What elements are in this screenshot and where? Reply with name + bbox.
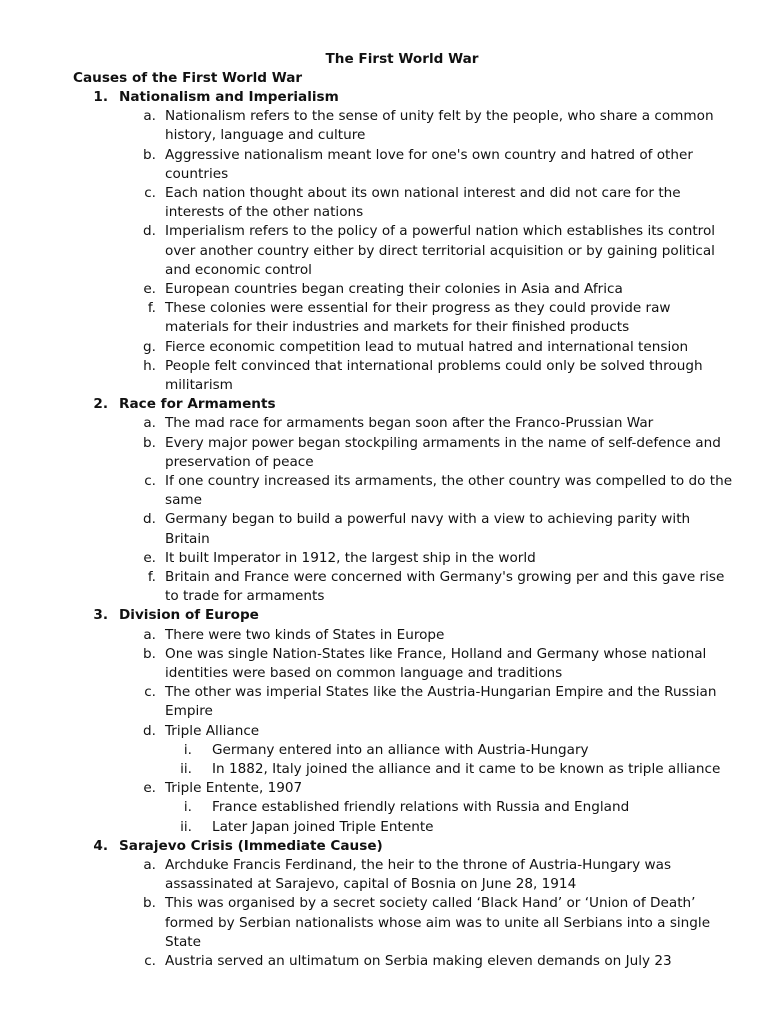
list-item — [0, 683, 768, 721]
sub-list-item-marker: ii. — [180, 818, 192, 835]
section-title: Race for Armaments — [119, 396, 276, 413]
list-item — [0, 222, 768, 280]
list-item — [0, 568, 768, 606]
section-number: 4. — [93, 837, 108, 854]
outline-section — [0, 837, 768, 971]
list-item-marker: a. — [143, 415, 156, 432]
list-item-text: Triple Entente, 1907 — [165, 780, 303, 797]
list-item — [0, 299, 768, 337]
list-item — [0, 107, 768, 145]
list-item-marker: d. — [143, 223, 156, 240]
section-number: 3. — [93, 607, 108, 624]
section-heading — [0, 606, 768, 625]
list-item-text: Archduke Francis Ferdinand, the heir to the throne of Austria-Hungary was assassinated at Sarajevo, capital of Bosnia on June 28, 1914 — [165, 857, 672, 893]
list-item — [0, 779, 768, 798]
list-item — [0, 280, 768, 299]
list-item-marker: g. — [143, 338, 156, 355]
document-title: The First World War — [325, 51, 479, 67]
sub-list-item-text: Germany entered into an alliance with Austria-Hungary — [212, 741, 589, 758]
list-item-marker: c. — [144, 953, 156, 970]
sub-list-item — [0, 760, 768, 779]
section-title: Division of Europe — [119, 607, 259, 624]
sub-list-item — [0, 818, 768, 837]
list-item-text: These colonies were essential for their progress as they could provide raw materials for their industries and markets for their finished products — [165, 300, 671, 336]
list-item-marker: b. — [143, 645, 156, 662]
list-item-text: This was organised by a secret society called ‘Black Hand’ or ‘Union of Death’ formed by Serbian nationalists whose aim was to unite all Serbians into a single State — [165, 895, 711, 950]
list-item-text: There were two kinds of States in Europe — [165, 626, 445, 643]
list-item-text: European countries began creating their colonies in Asia and Africa — [165, 281, 623, 298]
list-item — [0, 645, 768, 683]
list-item — [0, 510, 768, 548]
section-list — [0, 88, 768, 971]
list-item-text: Nationalism refers to the sense of unity felt by the people, who share a common history, language and culture — [165, 108, 714, 144]
list-item-marker: c. — [144, 185, 156, 201]
document-subtitle: Causes of the First World War — [73, 70, 303, 86]
list-item — [0, 626, 768, 645]
section-title: Sarajevo Crisis (Immediate Cause) — [119, 837, 383, 854]
list-item-text: Every major power began stockpiling armaments in the name of self-defence and preservation of peace — [165, 434, 721, 470]
list-item-marker: b. — [143, 146, 156, 163]
section-heading — [0, 395, 768, 414]
sub-list-item-text: In 1882, Italy joined the alliance and it came to be known as triple alliance — [212, 761, 721, 778]
list-item-marker: b. — [143, 895, 156, 912]
list-item — [0, 184, 768, 222]
list-item-marker: f. — [147, 300, 156, 317]
list-item-text: One was single Nation-States like France, Holland and Germany whose national identities were based on common language and traditions — [165, 645, 707, 682]
list-item — [0, 414, 768, 433]
list-item-text: Austria served an ultimatum on Serbia making eleven demands on July 23 — [165, 953, 672, 970]
sub-list-item — [0, 741, 768, 760]
list-item-marker: e. — [143, 281, 156, 298]
list-item-text: It built Imperator in 1912, the largest ship in the world — [165, 549, 536, 566]
sub-list-item-text: France established friendly relations with Russia and England — [212, 799, 630, 816]
section-number: 2. — [93, 396, 108, 413]
list-item-marker: d. — [143, 511, 156, 528]
list-item — [0, 952, 768, 971]
list-item-marker: f. — [147, 569, 156, 586]
list-item-marker: a. — [143, 626, 156, 643]
list-item — [0, 722, 768, 741]
list-item-marker: a. — [143, 108, 156, 125]
list-item — [0, 856, 768, 894]
list-item — [0, 146, 768, 184]
sub-list-item — [0, 798, 768, 817]
list-item-text: Fierce economic competition lead to mutual hatred and international tension — [165, 338, 689, 355]
list-item-marker: e. — [143, 780, 156, 797]
list-item-text: The other was imperial States like the Austria-Hungarian Empire and the Russian Empire — [165, 684, 717, 720]
list-item-text: People felt convinced that international problems could only be solved through militarism — [165, 357, 703, 394]
list-item-text: Aggressive nationalism meant love for one's own country and hatred of other countries — [165, 146, 693, 182]
list-item — [0, 338, 768, 357]
section-title: Nationalism and Imperialism — [119, 89, 339, 105]
sub-list-item-marker: i. — [183, 741, 192, 758]
section-heading — [0, 837, 768, 856]
list-item-text: Each nation thought about its own national interest and did not care for the interests of the other nations — [165, 185, 681, 221]
list-item-text: Britain and France were concerned with Germany's growing per and this gave rise to trade for armaments — [165, 569, 725, 605]
list-item-marker: b. — [143, 434, 156, 451]
list-item — [0, 472, 768, 510]
outline-section — [0, 395, 768, 606]
sub-list-item-text: Later Japan joined Triple Entente — [212, 818, 434, 835]
list-item-marker: c. — [144, 684, 156, 701]
section-heading — [0, 88, 768, 107]
outline-section — [0, 606, 768, 836]
section-number: 1. — [93, 89, 108, 105]
outline-section — [0, 88, 768, 395]
list-item-marker: d. — [143, 722, 156, 739]
list-item-text: Germany began to build a powerful navy with a view to achieving parity with Britain — [165, 511, 691, 547]
list-item-text: The mad race for armaments began soon after the Franco-Prussian War — [165, 415, 654, 432]
list-item — [0, 549, 768, 568]
list-item-text: Triple Alliance — [165, 722, 260, 739]
list-item-marker: e. — [143, 549, 156, 566]
list-item-text: If one country increased its armaments, the other country was compelled to do the same — [165, 473, 733, 509]
list-item-marker: a. — [143, 857, 156, 874]
list-item — [0, 434, 768, 472]
list-item-marker: h. — [143, 357, 156, 374]
list-item — [0, 357, 768, 395]
sub-list-item-marker: i. — [183, 799, 192, 816]
sub-list-item-marker: ii. — [180, 761, 192, 778]
list-item-text: Imperialism refers to the policy of a powerful nation which establishes its control over another country either by direct territorial acquisition or by gaining political and economic control — [165, 223, 716, 278]
list-item-marker: c. — [144, 473, 156, 490]
list-item — [0, 894, 768, 952]
